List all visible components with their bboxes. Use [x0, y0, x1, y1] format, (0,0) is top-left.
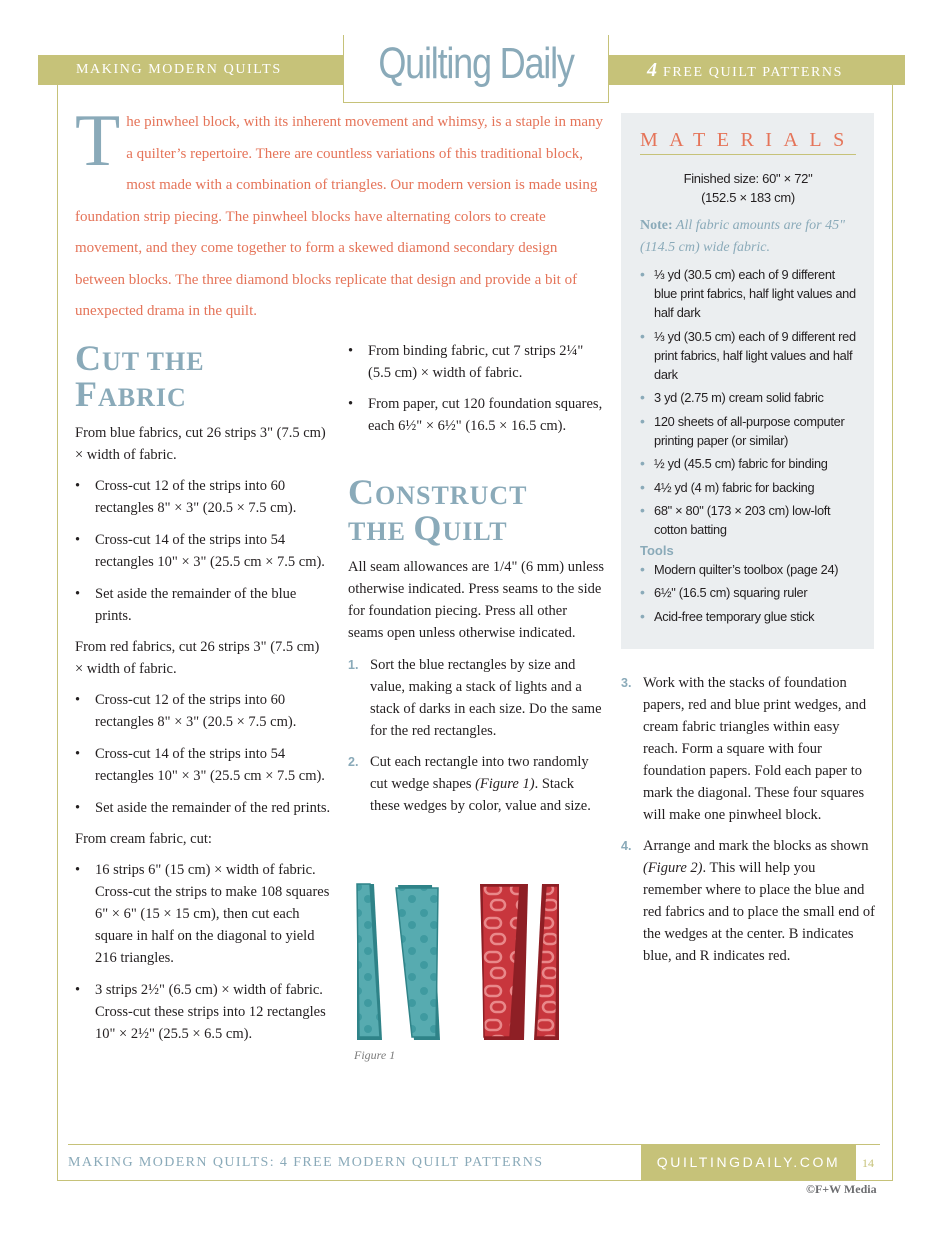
page-number: 14 [862, 1156, 874, 1170]
cut-fabric-heading: CUT THE FABRIC [75, 338, 205, 414]
step-1: 1. Sort the blue rectangles by size and value, making a stack of lights and a stack of darks in each size. Do the same for the red rectangles. [348, 657, 602, 739]
blue-list [75, 475, 331, 627]
list-item: • Cross-cut 12 of the strips into 60 rectangles 8" × 3" (20.5 × 7.5 cm). [75, 689, 331, 733]
frame-right-rule [892, 85, 893, 1181]
figure-1-wedges [352, 880, 567, 1042]
materials-title: MATERIALS [640, 129, 856, 155]
list-item: • 6½" (16.5 cm) squaring ruler [640, 583, 856, 602]
tools-list [640, 560, 856, 626]
step-3: 3. Work with the stacks of foundation papers, red and blue print wedges, and cream fabric triangles within easy reach. Form a square with four foundation papers. Fold each paper to mark the diagonal. These four squares will make one pinwheel block. [621, 675, 867, 823]
step-4: 4. Arrange and mark the blocks as shown (Figure 2). This will help you remember where to place the blue and red fabrics and to place the small end of the wedges at the center. B indicates blue, and R indicates red. [621, 838, 875, 964]
list-item: • 3 yd (2.75 m) cream solid fabric [640, 388, 856, 407]
list-item: • From paper, cut 120 foundation squares, each 6½" × 6½" (16.5 × 16.5 cm). [348, 393, 604, 437]
cut-fabric-column [75, 338, 331, 1045]
logo: Quilting Daily [378, 39, 574, 88]
list-item: • Cross-cut 12 of the strips into 60 rectangles 8" × 3" (20.5 × 7.5 cm). [75, 475, 331, 519]
list-item: • From binding fabric, cut 7 strips 2¼" (5.5 cm) × width of fabric. [348, 340, 604, 384]
list-item: • Acid-free temporary glue stick [640, 607, 856, 626]
logo-box [343, 35, 609, 103]
red-list [75, 689, 331, 819]
list-item: • 120 sheets of all-purpose computer printing paper (or similar) [640, 412, 856, 450]
list-item: • 4½ yd (4 m) fabric for backing [640, 478, 856, 497]
intro-dropcap: T [75, 100, 121, 182]
tools-heading: Tools [640, 542, 674, 558]
list-item: • ½ yd (45.5 cm) fabric for binding [640, 454, 856, 473]
intro-text: he pinwheel block, with its inherent movement and whimsy, is a staple in many a quilter’s repertoire. There are countless variations of this traditional block, most made with a combination of triangles. Our modern version is made using foundation strip piecing. The pinwheel blocks have alternating colors to create movement, and they come together to form a skewed diamond secondary design between blocks. The three diamond blocks replicate that design and provide a bit of unexpected drama in the quilt. [75, 114, 604, 319]
more-cut-list [348, 340, 604, 437]
list-item: • Cross-cut 14 of the strips into 54 rectangles 10" × 3" (25.5 cm × 7.5 cm). [75, 743, 331, 787]
figure-2-reference: (Figure 2) [643, 860, 703, 876]
list-item: • Set aside the remainder of the blue prints. [75, 583, 331, 627]
step-2: 2. Cut each rectangle into two randomly cut wedge shapes (Figure 1). Stack these wedges by color, value and size. [348, 754, 591, 814]
list-item: • ⅓ yd (30.5 cm) each of 9 different blue print fabrics, half light values and half dark [640, 265, 856, 322]
list-item: • 68" × 80" (173 × 203 cm) low-loft cotton batting [640, 501, 856, 539]
frame-left-rule [57, 85, 58, 1181]
header-left-bar [38, 55, 343, 85]
list-item: • Cross-cut 14 of the strips into 54 rectangles 10" × 3" (25.5 cm × 7.5 cm). [75, 529, 331, 573]
construct-steps-right-wrap [621, 672, 877, 967]
cream-intro: From cream fabric, cut: [75, 831, 212, 847]
more-cut-list-wrap [348, 340, 604, 437]
finished-size: Finished size: 60" × 72" (152.5 × 183 cm) [683, 171, 813, 205]
header-right-number: 4 [647, 59, 657, 81]
figure-1-caption: Figure 1 [354, 1048, 396, 1062]
header-right-title: FREE QUILT PATTERNS [663, 65, 844, 80]
list-item: • Modern quilter’s toolbox (page 24) [640, 560, 856, 579]
red-wedge-pair [480, 884, 559, 1040]
header-right-bar [609, 55, 905, 85]
intro-paragraph [75, 100, 605, 328]
teal-wedge-pair [357, 884, 440, 1040]
construct-heading: CONSTRUCT THE QUILT [348, 472, 528, 548]
list-item: • Set aside the remainder of the red prints. [75, 797, 331, 819]
header-left-title: MAKING MODERN QUILTS [76, 62, 282, 77]
list-item: • 16 strips 6" (15 cm) × width of fabric. Cross-cut the strips to make 108 squares 6" × 6" (15 × 15 cm), then cut each square in half on the diagonal to yield 216 triangles. [75, 859, 331, 969]
frame-bottom-rule [57, 1180, 893, 1181]
materials-list [640, 265, 856, 539]
figure-1-reference: (Figure 1) [475, 776, 535, 792]
blue-intro: From blue fabrics, cut 26 strips 3" (7.5 cm) × width of fabric. [75, 425, 326, 463]
copyright: ©F+W Media [806, 1182, 877, 1196]
construct-steps-right [621, 672, 877, 967]
cream-list [75, 859, 331, 1045]
footer-site-link[interactable]: QUILTINGDAILY.COM [641, 1144, 856, 1180]
construct-column [348, 472, 604, 817]
red-intro: From red fabrics, cut 26 strips 3" (7.5 cm) × width of fabric. [75, 639, 320, 677]
construct-steps [348, 654, 604, 817]
materials-box [621, 113, 874, 649]
list-item: • 3 strips 2½" (6.5 cm) × width of fabric. Cross-cut these strips into 12 rectangles 10" × 2½" (25.5 × 6.5 cm). [75, 979, 331, 1045]
construct-intro: All seam allowances are 1/4" (6 mm) unless otherwise indicated. Press seams to the side for foundation piecing. Press all other seams open unless otherwise indicated. [348, 559, 604, 641]
materials-note: Note: All fabric amounts are for 45" (114.5 cm) wide fabric. [640, 218, 845, 255]
footer-title: MAKING MODERN QUILTS: 4 FREE MODERN QUILT PATTERNS [68, 1155, 544, 1170]
list-item: • ⅓ yd (30.5 cm) each of 9 different red print fabrics, half light values and half dark [640, 327, 856, 384]
